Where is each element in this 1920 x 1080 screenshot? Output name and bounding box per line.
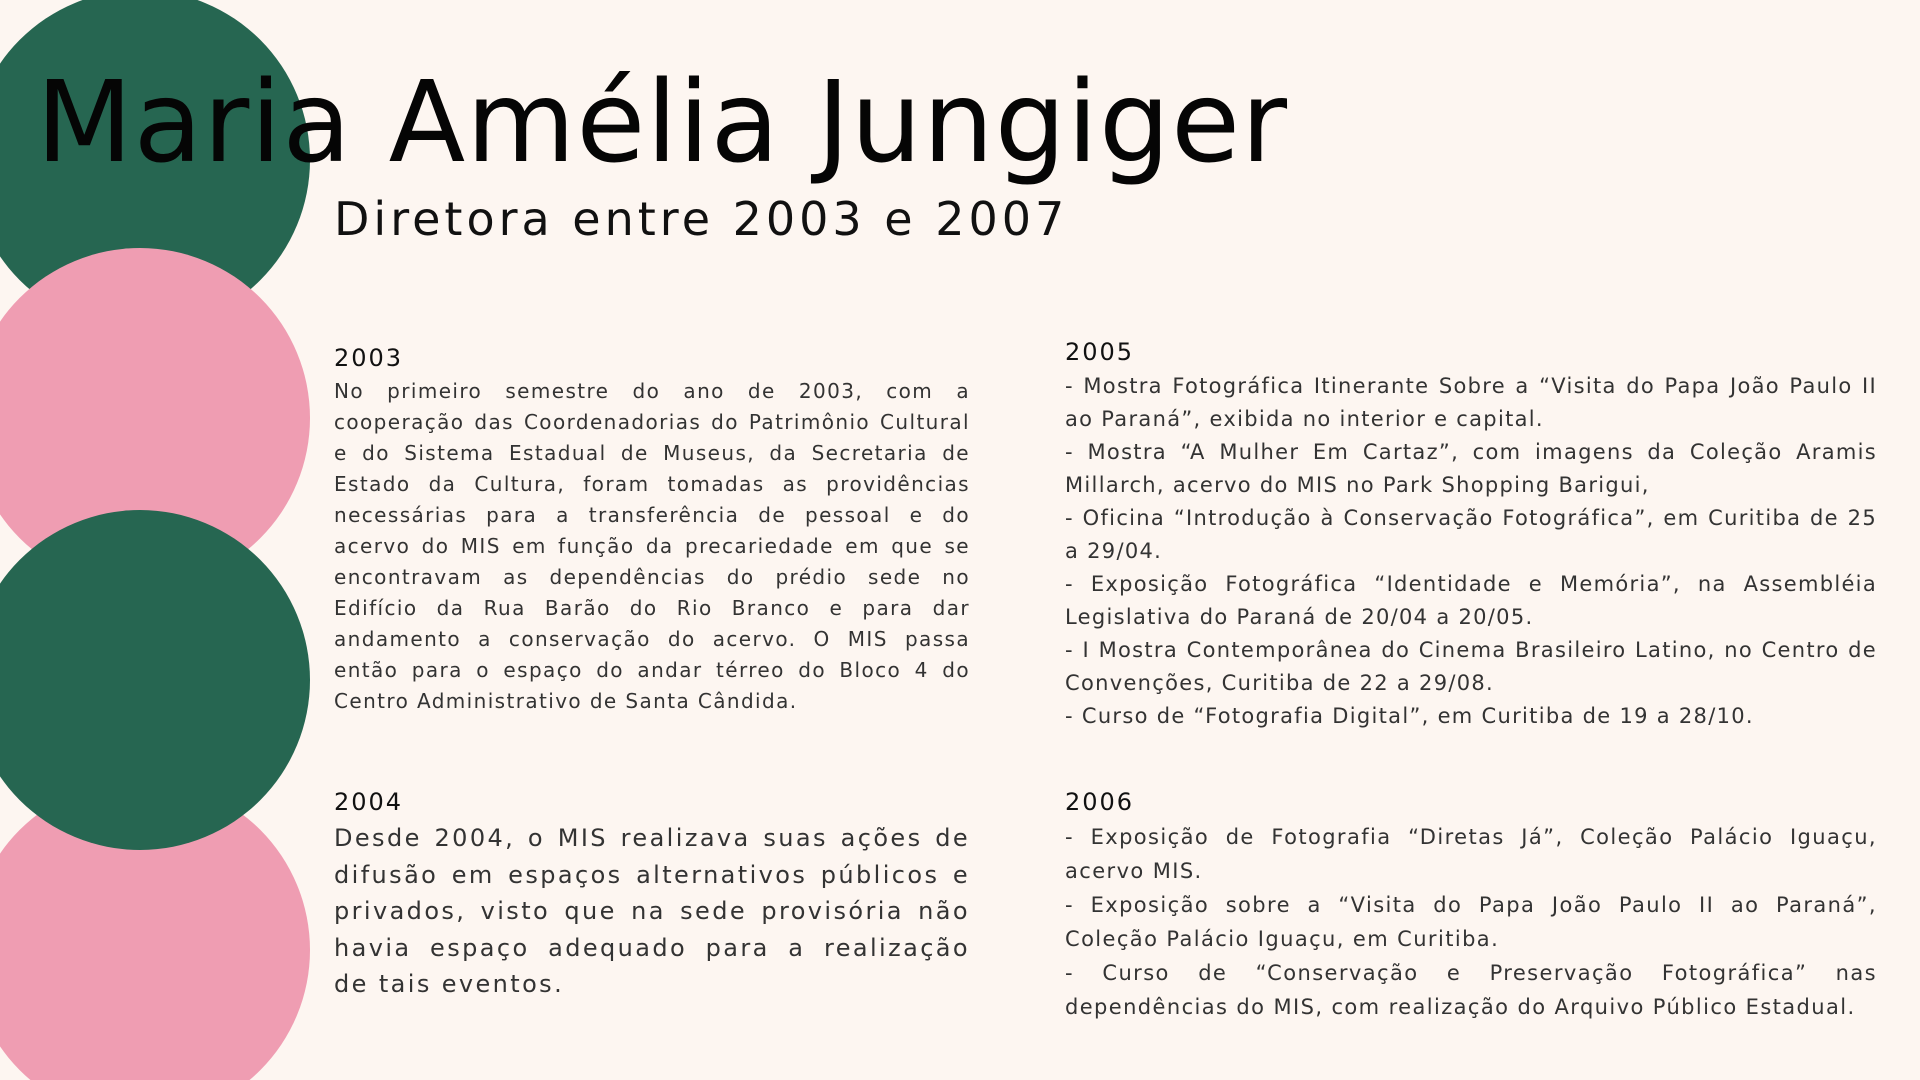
year-heading-2005: 2005 [1065,338,1135,366]
page-title: Maria Amélia Jungiger [36,58,1289,188]
section-text-2004: Desde 2004, o MIS realizava suas ações de difusão em espaços alternativos públicos e privados, visto que na sede provisória não havia espaço adequado para a realização de tais eventos. [334,824,970,998]
list-item: - Mostra Fotográfica Itinerante Sobre a “Visita do Papa João Paulo II ao Paraná”, exibida no interior e capital. [1065,374,1877,431]
list-item: - Curso de “Conservação e Preservação Fotográfica” nas dependências do MIS, com realização do Arquivo Público Estadual. [1065,961,1877,1019]
section-2003 [334,344,970,717]
list-item: - Exposição Fotográfica “Identidade e Memória”, na Assembléia Legislativa do Paraná de 20/04 a 20/05. [1065,572,1877,629]
list-item: - Oficina “Introdução à Conservação Fotográfica”, em Curitiba de 25 a 29/04. [1065,506,1877,563]
list-item: - I Mostra Contemporânea do Cinema Brasileiro Latino, no Centro de Convenções, Curitiba de 22 a 29/08. [1065,638,1877,695]
section-2004 [334,788,970,1003]
green-circle-lower [0,510,310,850]
list-item: - Exposição sobre a “Visita do Papa João Paulo II ao Paraná”, Coleção Palácio Iguaçu, em Curitiba. [1065,893,1877,951]
section-text-2003: No primeiro semestre do ano de 2003, com a cooperação das Coordenadorias do Patrimônio Cultural e do Sistema Estadual de Museus, da Secretaria de Estado da Cultura, foram tomadas as providências necessárias para a transferência de pessoal e do acervo do MIS em função da precariedade em que se encontravam as dependências do prédio sede no Edifício da Rua Barão do Rio Branco e para dar andamento a conservação do acervo. O MIS passa então para o espaço do andar térreo do Bloco 4 do Centro Administrativo de Santa Cândida. [334,379,970,713]
year-heading-2004: 2004 [334,788,404,816]
section-2005 [1065,338,1877,733]
year-heading-2003: 2003 [334,344,404,372]
section-2006 [1065,788,1877,1024]
list-item: - Mostra “A Mulher Em Cartaz”, com imagens da Coleção Aramis Millarch, acervo do MIS no Park Shopping Barigui, [1065,440,1877,497]
page-subtitle: Diretora entre 2003 e 2007 [334,192,1069,246]
list-item: - Exposição de Fotografia “Diretas Já”, Coleção Palácio Iguaçu, acervo MIS. [1065,825,1877,883]
year-heading-2006: 2006 [1065,788,1135,816]
list-item: - Curso de “Fotografia Digital”, em Curitiba de 19 a 28/10. [1065,704,1754,728]
